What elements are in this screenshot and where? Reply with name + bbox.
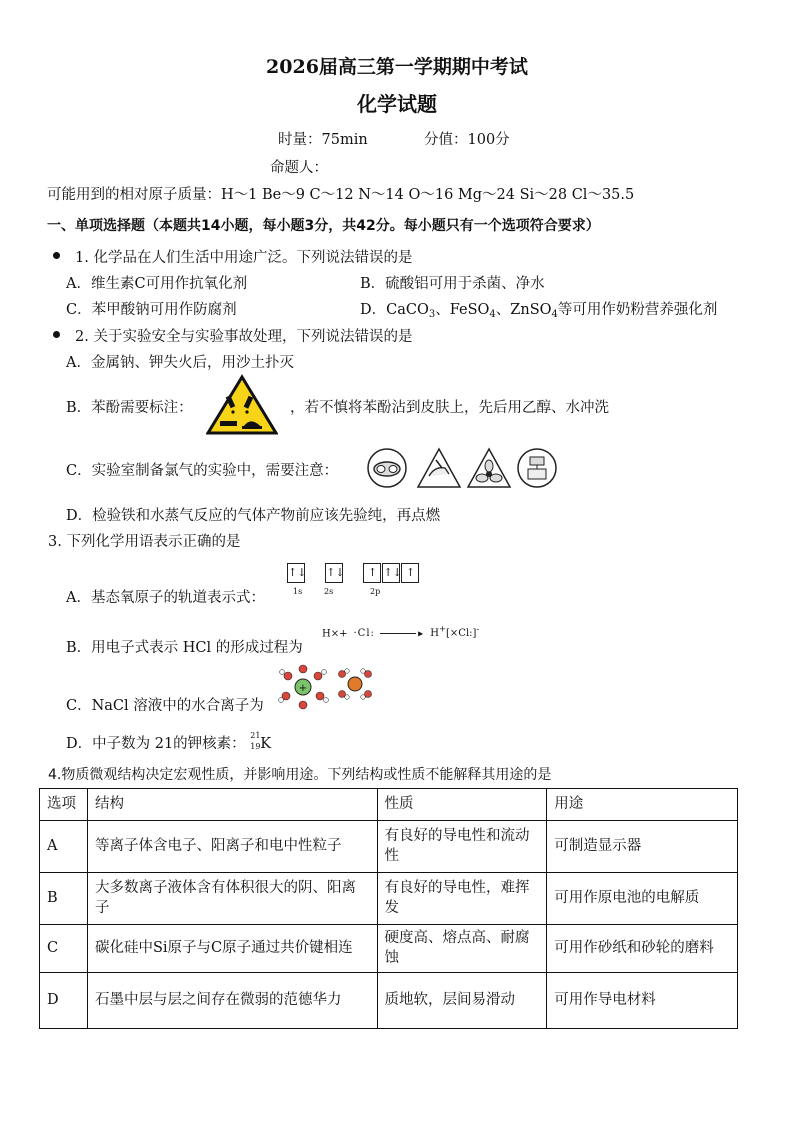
table-header-cell: 选项	[40, 789, 88, 821]
table-cell: A	[40, 821, 88, 873]
hand-wash-icon	[416, 446, 462, 490]
table-cell: 可用作原电池的电解质	[547, 873, 738, 925]
table-cell: D	[40, 973, 88, 1029]
table-row	[40, 973, 738, 1029]
atomic-masses: 可能用到的相对原子质量：H～1 Be～9 C～12 N～14 O～16 Mg～24 Si～28 Cl～35.5	[47, 187, 635, 203]
q1-option-d	[360, 298, 717, 320]
orbital-2s-box: ↑↓	[325, 563, 343, 583]
nuclide-atomic-number: 19	[250, 742, 261, 751]
table-cell: 碳化硅中Si原子与C原子通过共价键相连	[87, 925, 377, 973]
q2-option-d: D．检验铁和水蒸气反应的气体产物前应该先验纯，再点燃	[66, 508, 441, 524]
q1-option-d-formulas: CaCO$_3$、FeSO$_4$、ZnSO$_4$	[386, 302, 558, 320]
table-header-cell: 性质	[377, 789, 547, 821]
q3-option-a: A．基态氧原子的轨道表示式：	[66, 590, 265, 606]
section-heading: 一、单项选择题（本题共14小题，每小题3分，共42分。每小题只有一个选项符合要求）	[47, 218, 600, 234]
q1-option-b: B．硫酸铝可用于杀菌、净水	[360, 276, 545, 292]
table-header-cell: 结构	[87, 789, 377, 821]
table-row	[40, 873, 738, 925]
q2-option-a: A．金属钠、钾失火后，用沙土扑灭	[66, 355, 294, 371]
nuclide-symbol: K	[260, 736, 272, 752]
orbital-2p-box-1: ↑	[363, 563, 381, 583]
q1-option-a: A．维生素C可用作抗氧化剂	[66, 276, 248, 292]
bullet-icon	[53, 331, 60, 338]
table-cell: 有良好的导电性，难挥发	[377, 873, 547, 925]
table-header-cell: 用途	[547, 789, 738, 821]
hcl-electron-formula: H×+ ·Cl: ▸ H+[×Cl:]-	[322, 624, 480, 640]
svg-text:+: +	[298, 683, 308, 694]
hydrated-chloride-ion-icon	[334, 664, 376, 704]
q4-table	[39, 788, 738, 1029]
exam-subtitle: 化学试题	[357, 92, 437, 116]
exam-title: 2026届高三第一学期期中考试	[266, 56, 528, 78]
table-cell: 可用作砂纸和砂轮的磨料	[547, 925, 738, 973]
orbital-2p-box-3: ↑	[401, 563, 419, 583]
nuclide-notation	[250, 731, 261, 753]
q3-option-d	[66, 732, 271, 753]
q2-option-b-prefix: B．苯酚需要标注：	[66, 400, 193, 416]
q3-stem: 3. 下列化学用语表示正确的是	[48, 534, 241, 550]
table-header-row	[40, 789, 738, 821]
corrosive-hazard-icon	[206, 374, 278, 436]
q1-option-d-rest: 等可用作奶粉营养强化剂	[557, 302, 718, 318]
author-label: 命题人：	[270, 160, 328, 176]
orbital-label-1s: 1s	[293, 587, 303, 596]
orbital-label-2p: 2p	[370, 587, 381, 596]
table-cell: B	[40, 873, 88, 925]
score-label: 分值：100分	[424, 132, 510, 148]
table-cell: 硬度高、熔点高、耐腐蚀	[377, 925, 547, 973]
hydrated-sodium-ion-icon	[278, 664, 330, 710]
table-cell: 可用作导电材料	[547, 973, 738, 1029]
nuclide-mass-number: 21	[250, 731, 261, 740]
q2-option-b-suffix: ，若不慎将苯酚沾到皮肤上，先后用乙醇、水冲洗	[290, 400, 609, 416]
bullet-icon	[53, 252, 60, 259]
goggles-icon	[366, 447, 408, 489]
orbital-2p-box-2: ↑↓	[382, 563, 400, 583]
time-label: 时量：75min	[278, 132, 368, 148]
q1-stem: 1. 化学品在人们生活中用途广泛。下列说法错误的是	[75, 250, 413, 266]
table-cell: 石墨中层与层之间存在微弱的范德华力	[87, 973, 377, 1029]
table-cell: 有良好的导电性和流动性	[377, 821, 547, 873]
q3-option-c: C．NaCl 溶液中的水合离子为	[66, 698, 264, 714]
q2-option-c: C．实验室制备氯气的实验中，需要注意：	[66, 463, 339, 479]
table-cell: 等离子体含电子、阳离子和电中性粒子	[87, 821, 377, 873]
table-row	[40, 821, 738, 873]
q1-option-d-prefix: D．	[360, 302, 387, 318]
oxygen-orbital-diagram	[287, 563, 420, 583]
orbital-1s-box: ↑↓	[287, 563, 305, 583]
table-row	[40, 925, 738, 973]
exhaust-hood-icon	[516, 447, 558, 489]
orbital-label-2s: 2s	[324, 587, 334, 596]
q3-option-d-text: D．中子数为 21的钾核素：	[66, 736, 246, 752]
table-cell: C	[40, 925, 88, 973]
ventilation-icon	[466, 446, 512, 490]
q1-option-c: C．苯甲酸钠可用作防腐剂	[66, 302, 237, 318]
table-cell: 质地软，层间易滑动	[377, 973, 547, 1029]
table-cell: 大多数离子液体含有体积很大的阴、阳离子	[87, 873, 377, 925]
q4-stem: 4.物质微观结构决定宏观性质，并影响用途。下列结构或性质不能解释其用途的是	[48, 767, 552, 783]
q3-option-b: B．用电子式表示 HCl 的形成过程为	[66, 640, 303, 656]
q2-stem: 2. 关于实验安全与实验事故处理，下列说法错误的是	[75, 329, 413, 345]
table-cell: 可制造显示器	[547, 821, 738, 873]
